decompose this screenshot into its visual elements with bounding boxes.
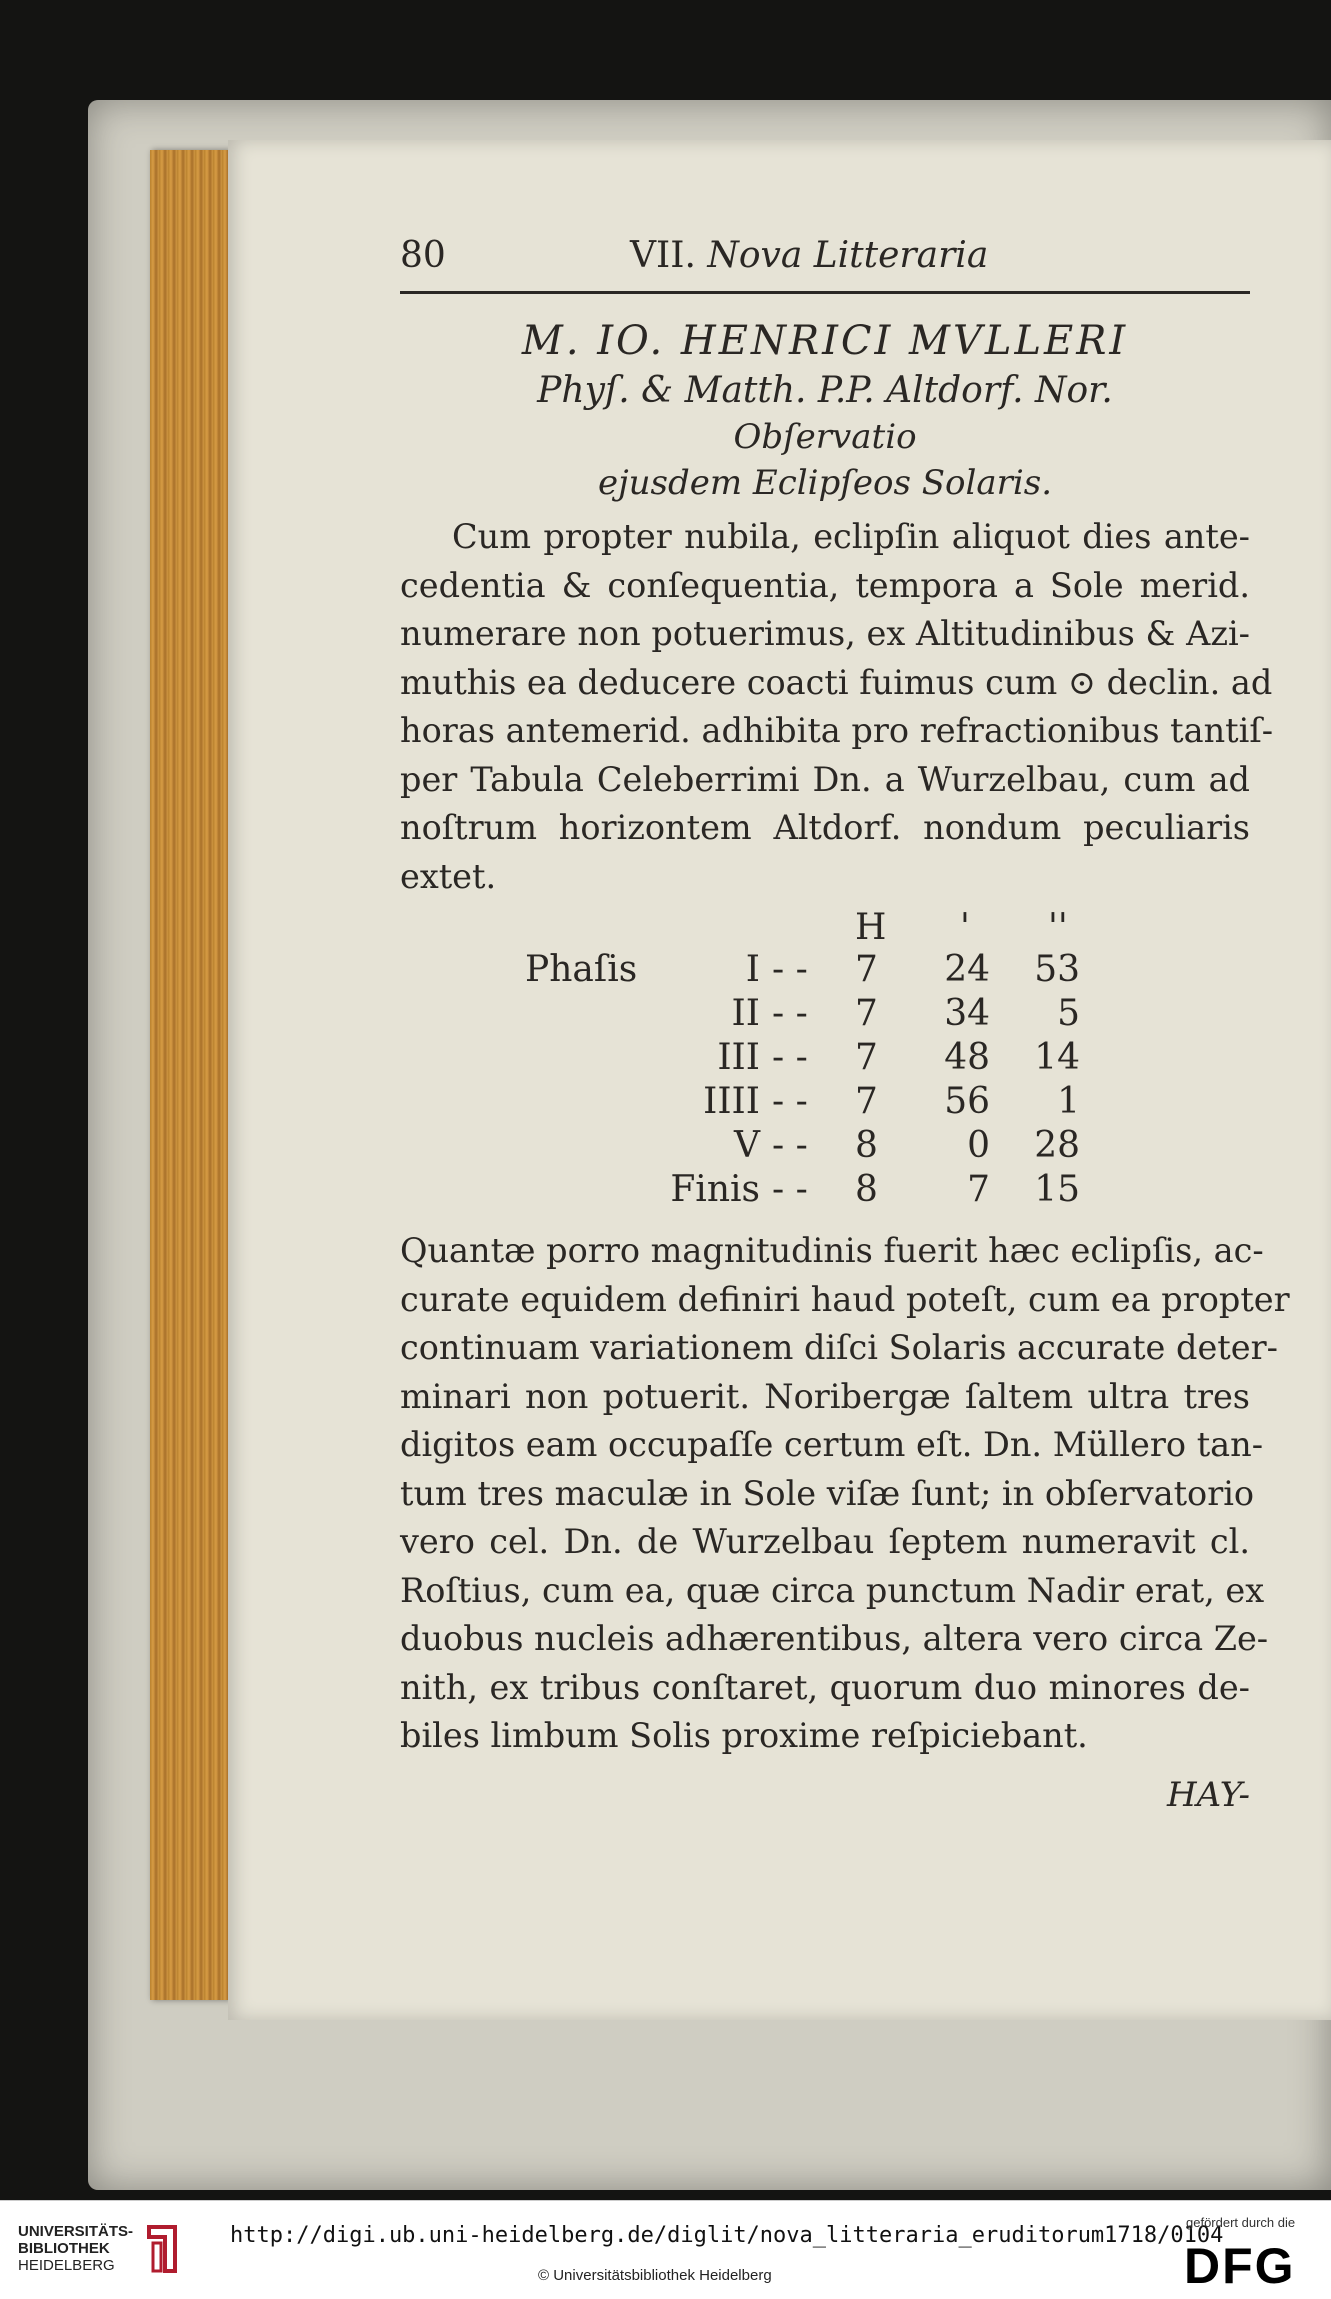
copyright-notice: © Universitätsbibliothek Heidelberg	[538, 2267, 772, 2284]
text-line: per Tabula Celeberrimi Dn. a Wurzelbau, cum ad	[400, 759, 1250, 799]
text-line: noſtrum horizontem Altdorf. nondum peculiaris	[400, 808, 1250, 847]
row-seconds: 14	[1034, 1037, 1080, 1078]
row-dashes: - -	[772, 993, 808, 1034]
row-seconds: 1	[1057, 1081, 1080, 1122]
text-line: minari non potuerit. Noribergæ ſaltem ultra tres	[400, 1376, 1250, 1416]
row-seconds: 28	[1034, 1125, 1080, 1166]
text-line: vero cel. Dn. de Wurzelbau ſeptem numeravit cl.	[400, 1522, 1250, 1561]
page-number: 80	[400, 235, 446, 276]
book-page	[228, 140, 1331, 2020]
row-seconds: 5	[1057, 993, 1080, 1034]
row-minutes: 7	[967, 1169, 990, 1210]
text-line: extet.	[400, 856, 497, 896]
affiliation-line: Phyſ. & Matth. P.P. Altdorf. Nor.	[537, 370, 1113, 411]
text-line: curate equidem definiri haud poteſt, cum ea propter	[400, 1279, 1290, 1319]
row-dashes: - -	[772, 1169, 808, 1210]
row-label: Phaſis	[525, 949, 638, 990]
header-seconds: ''	[1048, 907, 1068, 948]
phase-table	[400, 907, 1250, 1217]
section-subheading: ejusdem Eclipſeos Solaris.	[597, 463, 1053, 503]
row-phase: Finis	[670, 1169, 760, 1210]
catchword: HAY-	[1166, 1774, 1250, 1815]
gilt-page-edges	[150, 150, 230, 2000]
library-name-line: BIBLIOTHEK	[18, 2240, 110, 2257]
row-hours: 8	[855, 1169, 878, 1210]
text-line: duobus nucleis adhærentibus, altera vero circa Ze-	[400, 1619, 1269, 1658]
text-line: tum tres maculæ in Sole viſæ ſunt; in obſervatorio	[400, 1473, 1255, 1513]
text-line: digitos eam occupaſſe certum eſt. Dn. Müllero tan-	[400, 1425, 1264, 1464]
paragraph-2	[400, 1227, 1290, 1761]
running-title-italic: Nova Litteraria	[707, 235, 989, 276]
row-dashes: - -	[772, 1125, 808, 1166]
dfg-logo: DFG	[1184, 2238, 1296, 2294]
text-line: biles limbum Solis proxime reſpiciebant.	[400, 1716, 1088, 1755]
text-line: nith, ex tribus conſtaret, quorum duo minores de-	[400, 1667, 1250, 1707]
row-hours: 7	[855, 1037, 878, 1078]
library-logo-icon	[145, 2221, 181, 2277]
text-line: numerare non potuerimus, ex Altitudinibus & Azi-	[400, 614, 1250, 653]
row-minutes: 24	[944, 949, 990, 990]
funding-note: gefördert durch die	[1186, 2215, 1296, 2230]
author-line: M. IO. HENRICI MVLLERI	[521, 318, 1129, 364]
row-seconds: 53	[1034, 949, 1080, 990]
library-name-line: UNIVERSITÄTS-	[18, 2223, 134, 2240]
row-dashes: - -	[772, 1081, 808, 1122]
text-line: Roſtius, cum ea, quæ circa punctum Nadir erat, ex	[400, 1570, 1265, 1610]
text-line: cedentia & conſequentia, tempora a Sole merid.	[400, 565, 1250, 605]
header-hours: H	[855, 907, 887, 948]
row-minutes: 56	[944, 1081, 990, 1122]
permalink[interactable]: http://digi.ub.uni-heidelberg.de/diglit/nova_litteraria_eruditorum1718/0104	[230, 2223, 1224, 2248]
running-head	[400, 235, 1250, 294]
row-hours: 7	[855, 993, 878, 1034]
text-block	[400, 235, 1290, 1815]
text-line: horas antemerid. adhibita pro refractionibus tantiſ-	[400, 711, 1274, 750]
row-phase: III	[717, 1037, 760, 1078]
row-minutes: 34	[944, 993, 990, 1034]
row-hours: 8	[855, 1125, 878, 1166]
row-hours: 7	[855, 949, 878, 990]
header-minutes: '	[960, 907, 970, 948]
text-line: muthis ea deducere coacti fuimus cum ⊙ declin. ad	[400, 662, 1273, 702]
running-title	[630, 235, 988, 276]
running-title-roman: VII.	[630, 235, 696, 276]
footer-bar	[0, 2200, 1331, 2299]
library-logo	[18, 2223, 133, 2274]
row-phase: I	[745, 949, 760, 990]
row-dashes: - -	[772, 949, 808, 990]
row-dashes: - -	[772, 1037, 808, 1078]
row-minutes: 0	[967, 1125, 990, 1166]
row-phase: II	[731, 993, 760, 1034]
row-phase: IIII	[703, 1081, 760, 1122]
library-name-line: HEIDELBERG	[18, 2257, 115, 2274]
text-line: Quantæ porro magnitudinis fuerit hæc eclipſis, ac-	[400, 1231, 1264, 1270]
row-seconds: 15	[1034, 1169, 1080, 1210]
text-line: Cum propter nubila, eclipſin aliquot dies ante-	[452, 517, 1250, 556]
row-minutes: 48	[944, 1037, 990, 1078]
row-hours: 7	[855, 1081, 878, 1122]
row-phase: V	[734, 1125, 760, 1166]
text-line: continuam variationem diſci Solaris accurate deter-	[400, 1328, 1278, 1367]
section-heading: Obſervatio	[733, 417, 917, 457]
paragraph-1	[400, 513, 1274, 901]
